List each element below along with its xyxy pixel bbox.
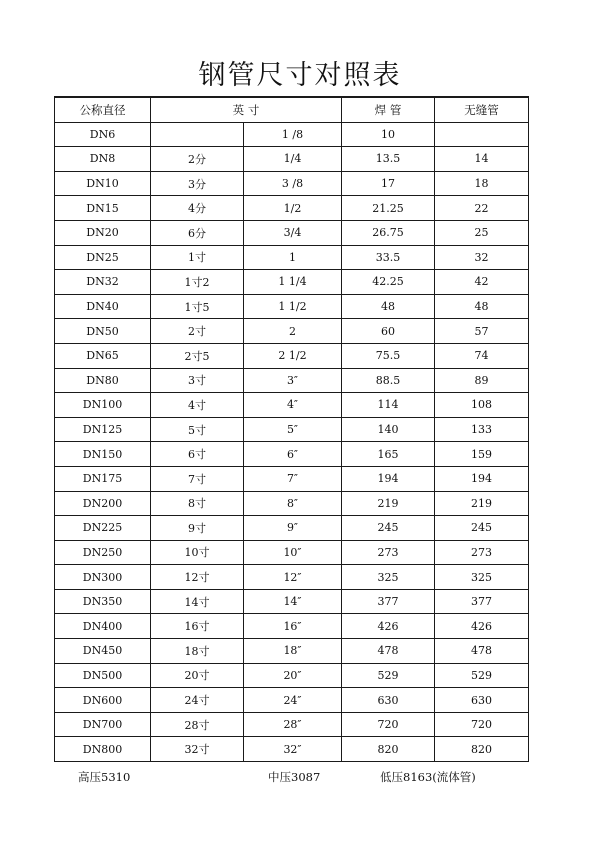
cell-fen-size: 3分 [151,171,244,196]
table-row [55,516,529,541]
cell-inch-size: 5″ [244,417,342,442]
footer-low-pressure: 低压8163(流体管) [380,770,476,784]
cell-fen-size: 10寸 [151,540,244,565]
cell-inch-size: 12″ [244,565,342,590]
cell-nominal-diameter: DN8 [55,147,151,172]
cell-nominal-diameter: DN200 [55,491,151,516]
page-title: 钢管尺寸对照表 [198,60,402,91]
cell-fen-size: 2分 [151,147,244,172]
cell-nominal-diameter: DN80 [55,368,151,393]
cell-welded-od: 21.25 [342,196,435,221]
cell-seamless-od: 820 [435,737,529,762]
table-row [55,393,529,418]
cell-nominal-diameter: DN50 [55,319,151,344]
cell-welded-od: 219 [342,491,435,516]
cell-seamless-od: 325 [435,565,529,590]
cell-fen-size: 1寸2 [151,270,244,295]
cell-seamless-od: 22 [435,196,529,221]
cell-welded-od: 13.5 [342,147,435,172]
cell-nominal-diameter: DN25 [55,245,151,270]
table-row [55,368,529,393]
cell-inch-size: 18″ [244,639,342,664]
cell-nominal-diameter: DN32 [55,270,151,295]
cell-nominal-diameter: DN175 [55,466,151,491]
cell-seamless-od: 133 [435,417,529,442]
cell-seamless-od: 426 [435,614,529,639]
table-row [55,663,529,688]
cell-fen-size: 7寸 [151,466,244,491]
cell-fen-size: 18寸 [151,639,244,664]
cell-fen-size: 20寸 [151,663,244,688]
table-row [55,196,529,221]
cell-fen-size: 28寸 [151,712,244,737]
cell-nominal-diameter: DN150 [55,442,151,467]
table-row [55,565,529,590]
pipe-size-table [54,96,529,762]
cell-welded-od: 820 [342,737,435,762]
table-row [55,540,529,565]
cell-welded-od: 245 [342,516,435,541]
cell-nominal-diameter: DN40 [55,294,151,319]
cell-seamless-od: 273 [435,540,529,565]
cell-nominal-diameter: DN100 [55,393,151,418]
cell-inch-size: 1 /8 [244,122,342,147]
cell-fen-size: 8寸 [151,491,244,516]
cell-seamless-od: 219 [435,491,529,516]
cell-welded-od: 114 [342,393,435,418]
table-row [55,737,529,762]
cell-seamless-od: 89 [435,368,529,393]
cell-seamless-od: 529 [435,663,529,688]
cell-seamless-od: 48 [435,294,529,319]
cell-nominal-diameter: DN450 [55,639,151,664]
table-row [55,343,529,368]
cell-seamless-od: 14 [435,147,529,172]
cell-inch-size: 4″ [244,393,342,418]
cell-fen-size: 6分 [151,220,244,245]
cell-inch-size: 24″ [244,688,342,713]
table-row [55,589,529,614]
cell-inch-size: 20″ [244,663,342,688]
cell-welded-od: 478 [342,639,435,664]
cell-nominal-diameter: DN500 [55,663,151,688]
table-row [55,147,529,172]
cell-welded-od: 194 [342,466,435,491]
cell-welded-od: 630 [342,688,435,713]
cell-inch-size: 1/2 [244,196,342,221]
table-row [55,688,529,713]
table-body [55,122,529,761]
cell-seamless-od: 57 [435,319,529,344]
cell-fen-size: 5寸 [151,417,244,442]
cell-inch-size: 7″ [244,466,342,491]
cell-inch-size: 3 /8 [244,171,342,196]
cell-welded-od: 33.5 [342,245,435,270]
table-row [55,614,529,639]
cell-fen-size: 1寸 [151,245,244,270]
cell-nominal-diameter: DN400 [55,614,151,639]
cell-inch-size: 1 [244,245,342,270]
cell-fen-size: 12寸 [151,565,244,590]
cell-nominal-diameter: DN300 [55,565,151,590]
cell-inch-size: 32″ [244,737,342,762]
cell-nominal-diameter: DN6 [55,122,151,147]
cell-fen-size: 4分 [151,196,244,221]
cell-seamless-od: 377 [435,589,529,614]
table-row [55,245,529,270]
cell-fen-size [151,122,244,147]
table-row [55,171,529,196]
cell-inch-size: 8″ [244,491,342,516]
cell-fen-size: 24寸 [151,688,244,713]
cell-nominal-diameter: DN65 [55,343,151,368]
cell-welded-od: 273 [342,540,435,565]
cell-seamless-od: 42 [435,270,529,295]
cell-inch-size: 2 [244,319,342,344]
header-inch: 英 寸 [151,97,342,122]
cell-seamless-od: 478 [435,639,529,664]
header-welded-pipe: 焊 管 [342,97,435,122]
cell-inch-size: 2 1/2 [244,343,342,368]
cell-inch-size: 3/4 [244,220,342,245]
cell-nominal-diameter: DN700 [55,712,151,737]
cell-seamless-od: 32 [435,245,529,270]
cell-welded-od: 165 [342,442,435,467]
cell-inch-size: 28″ [244,712,342,737]
cell-nominal-diameter: DN225 [55,516,151,541]
table-row [55,270,529,295]
footer-medium-pressure: 中压3087 [268,770,321,784]
table-row [55,294,529,319]
cell-seamless-od: 245 [435,516,529,541]
table-row [55,639,529,664]
cell-fen-size: 9寸 [151,516,244,541]
cell-welded-od: 75.5 [342,343,435,368]
cell-welded-od: 720 [342,712,435,737]
cell-nominal-diameter: DN125 [55,417,151,442]
cell-welded-od: 426 [342,614,435,639]
cell-welded-od: 60 [342,319,435,344]
cell-inch-size: 10″ [244,540,342,565]
cell-welded-od: 88.5 [342,368,435,393]
cell-welded-od: 17 [342,171,435,196]
cell-nominal-diameter: DN800 [55,737,151,762]
cell-welded-od: 377 [342,589,435,614]
table-row [55,491,529,516]
cell-seamless-od: 108 [435,393,529,418]
table-row [55,442,529,467]
cell-welded-od: 10 [342,122,435,147]
cell-fen-size: 3寸 [151,368,244,393]
cell-inch-size: 3″ [244,368,342,393]
cell-fen-size: 16寸 [151,614,244,639]
cell-seamless-od: 194 [435,466,529,491]
cell-nominal-diameter: DN350 [55,589,151,614]
cell-inch-size: 9″ [244,516,342,541]
cell-nominal-diameter: DN15 [55,196,151,221]
cell-welded-od: 529 [342,663,435,688]
cell-welded-od: 140 [342,417,435,442]
cell-fen-size: 2寸5 [151,343,244,368]
cell-seamless-od: 720 [435,712,529,737]
cell-seamless-od: 159 [435,442,529,467]
cell-nominal-diameter: DN20 [55,220,151,245]
table-row [55,319,529,344]
cell-inch-size: 6″ [244,442,342,467]
header-seamless-pipe: 无缝管 [435,97,529,122]
table-row [55,220,529,245]
cell-fen-size: 2寸 [151,319,244,344]
table-row [55,466,529,491]
cell-fen-size: 6寸 [151,442,244,467]
cell-welded-od: 42.25 [342,270,435,295]
cell-welded-od: 26.75 [342,220,435,245]
cell-inch-size: 1/4 [244,147,342,172]
table-row [55,122,529,147]
cell-fen-size: 14寸 [151,589,244,614]
cell-inch-size: 1 1/4 [244,270,342,295]
cell-nominal-diameter: DN250 [55,540,151,565]
table-header-row [55,97,529,122]
cell-welded-od: 48 [342,294,435,319]
cell-inch-size: 1 1/2 [244,294,342,319]
table-row [55,712,529,737]
header-nominal-diameter: 公称直径 [55,97,151,122]
cell-seamless-od: 630 [435,688,529,713]
footer-high-pressure: 高压5310 [78,770,131,784]
cell-fen-size: 4寸 [151,393,244,418]
cell-nominal-diameter: DN600 [55,688,151,713]
cell-fen-size: 1寸5 [151,294,244,319]
cell-seamless-od [435,122,529,147]
cell-inch-size: 16″ [244,614,342,639]
table-row [55,417,529,442]
cell-nominal-diameter: DN10 [55,171,151,196]
cell-fen-size: 32寸 [151,737,244,762]
cell-seamless-od: 74 [435,343,529,368]
cell-seamless-od: 18 [435,171,529,196]
cell-inch-size: 14″ [244,589,342,614]
cell-welded-od: 325 [342,565,435,590]
cell-seamless-od: 25 [435,220,529,245]
